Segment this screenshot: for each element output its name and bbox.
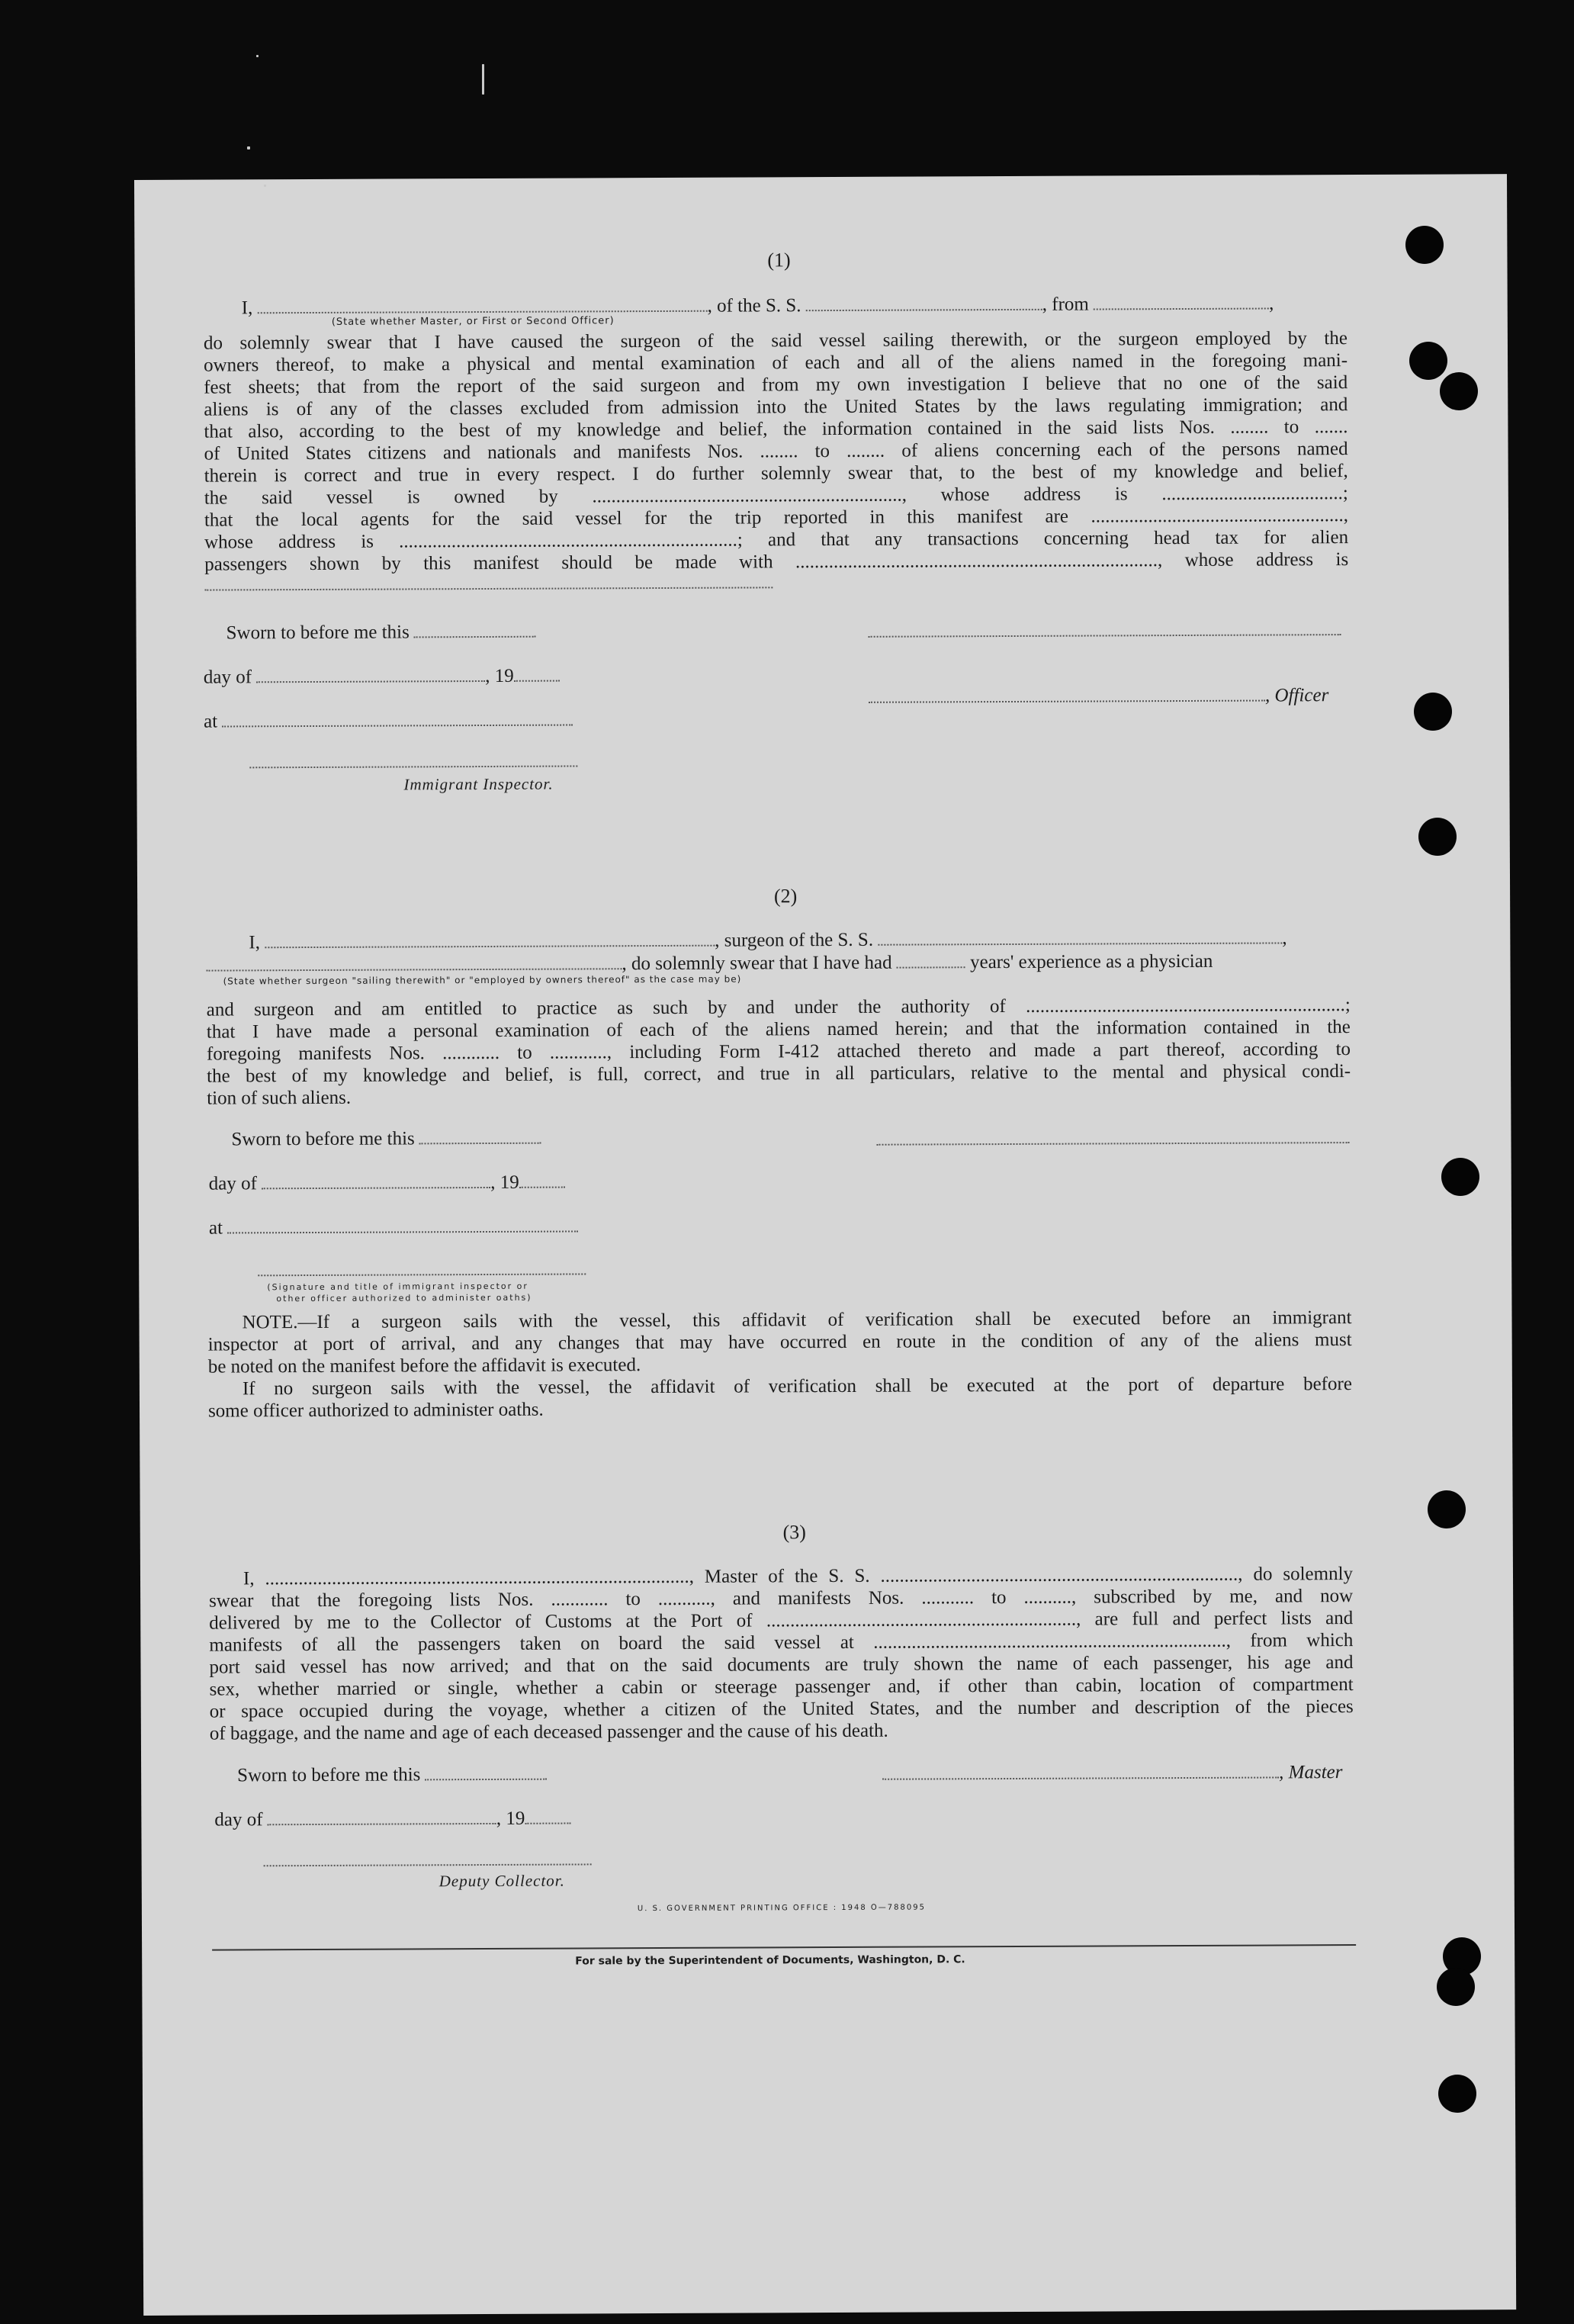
sec2-at-label: at [208, 1217, 223, 1239]
sec1-line1-end: , [1269, 293, 1274, 314]
sec3-body-line: manifests of all the passengers taken on board the said vessel at .........................................................................., from which [209, 1630, 1354, 1656]
sec3-collector-label: Deputy Collector. [438, 1871, 565, 1891]
printing-office-imprint: U. S. GOVERNMENT PRINTING OFFICE : 1948 O—788095 [637, 1903, 926, 1914]
sec2-sig-caption-2: other officer authorized to administer oaths) [276, 1292, 532, 1304]
sec3-year-field[interactable] [525, 1809, 570, 1824]
sec1-at [204, 709, 573, 732]
sec2-body-line: foregoing manifests Nos. ............ to ............, including Form I-412 attached thereto and made a part thereof, according to [206, 1039, 1351, 1065]
sec1-month-field[interactable] [256, 667, 485, 683]
punch-hole [1405, 226, 1444, 264]
sec2-line1-end: , [1282, 927, 1287, 949]
sec1-day-label: day of [203, 667, 252, 688]
sec1-body-line: do solemnly swear that I have caused the surgeon of the said vessel sailing therewith, or the surgeon employed by the [203, 328, 1348, 354]
sec2-month-field[interactable] [262, 1173, 490, 1189]
sec2-vessel-field[interactable] [878, 928, 1282, 945]
dust-speck [247, 146, 250, 149]
sec1-at-field[interactable] [222, 710, 573, 727]
sec1-body-line: owners thereof, to make a physical and mental examination of each and all of the aliens named in the foregoing mani- [204, 350, 1348, 376]
sec3-master-field[interactable] [882, 1763, 1279, 1779]
punch-hole [1437, 1968, 1475, 2006]
sec2-day-label: day of [208, 1173, 257, 1194]
dust-speck [256, 55, 259, 57]
punch-hole [1414, 693, 1452, 731]
sec1-sworn [226, 621, 537, 644]
sec2-sworn [231, 1127, 541, 1151]
form-page [134, 174, 1516, 2316]
sec3-body-line: port said vessel has now arrived; and that on the said documents are truly shown the name of each passenger, his age and [209, 1652, 1354, 1678]
sec1-day [204, 665, 560, 689]
sec3-master [882, 1761, 1342, 1786]
sec1-i: I, [241, 297, 253, 319]
punch-hole [1418, 818, 1457, 856]
sec1-body-line: whose address is .......................................................................; and that any transactions concerning head tax for alien [204, 527, 1349, 553]
surgeon-name-field[interactable] [265, 931, 715, 949]
sec2-sig-caption-1: (Signature and title of immigrant inspector or [267, 1281, 528, 1293]
sec2-year-field[interactable] [519, 1173, 565, 1188]
sec1-body-line: passengers shown by this manifest should be made with ............................................................................, whose address is [204, 549, 1349, 575]
sec1-body-line: therein is correct and true in every respect. I do further solemnly swear that, to the best of my knowledge and belief, [204, 461, 1348, 487]
section-3-number: (3) [782, 1521, 806, 1544]
sec3-body-line: swear that the foregoing lists Nos. ............ to ..........., and manifests Nos. ........... to .........., subscribed by me, and now [209, 1586, 1354, 1612]
punch-hole [1428, 1490, 1466, 1528]
note-line: inspector at port of arrival, and any changes that may have occurred en route in the condition of any of the aliens must [207, 1329, 1352, 1355]
sec2-i: I, [249, 932, 261, 953]
sec2-body [207, 994, 1351, 1110]
sec2-inspector-line[interactable] [258, 1273, 586, 1276]
dust-speck [482, 64, 484, 95]
sec1-body-line: aliens is of any of the classes excluded from admission into the United States by the laws regulating immigration; and [204, 394, 1348, 420]
departure-port-field[interactable] [1094, 294, 1269, 310]
note-line: NOTE.—If a surgeon sails with the vessel, this affidavit of verification shall be executed before an immigrant [242, 1307, 1352, 1333]
sec3-day [214, 1808, 570, 1831]
sec2-body-line: that I have made a personal examination of each of the aliens named herein; and that the information contained in the [206, 1017, 1351, 1043]
section-1-number: (1) [767, 249, 791, 272]
section-2-number: (2) [773, 885, 798, 908]
sec1-body-line: that the local agents for the said vessel for the trip reported in this manifest are ....................................................., [204, 505, 1348, 531]
sec2-note [207, 1307, 1352, 1422]
sec2-sworn-day-field[interactable] [419, 1129, 541, 1145]
sec1-inspector-label: Immigrant Inspector. [403, 774, 554, 794]
sec1-body [204, 327, 1348, 591]
sec1-officer-label: , Officer [1264, 685, 1329, 706]
sec1-sworn-day-field[interactable] [414, 622, 536, 638]
sec1-officer-field[interactable] [869, 686, 1265, 703]
sec1-body-line: that also, according to the best of my knowledge and belief, the information contained in the said lists Nos. ........ to ....... [204, 416, 1348, 442]
sec3-body [209, 1563, 1354, 1745]
sec1-year-field[interactable] [514, 667, 560, 682]
sec2-body-line: the best of my knowledge and belief, is full, correct, and true in all particulars, relative to the mental and physical condi- [207, 1061, 1351, 1087]
sec3-day-label: day of [214, 1809, 263, 1831]
surgeon-status-field[interactable] [206, 954, 622, 971]
sec2-signature-line[interactable] [877, 1142, 1350, 1146]
sec1-body-line: of United States citizens and nationals and manifests Nos. ........ to ........ of aliens concerning each of the persons named [204, 439, 1348, 464]
sec2-at [209, 1215, 578, 1239]
sec2-surgeon-ss: , surgeon of the S. S. [715, 929, 874, 951]
sec3-year-label: , 19 [496, 1808, 525, 1829]
sec1-of-ss: , of the S. S. [707, 295, 801, 317]
sec1-sworn-label: Sworn to before me this [226, 622, 410, 644]
sec2-day [209, 1172, 565, 1195]
sec1-signature-line[interactable] [869, 634, 1341, 638]
sec3-body-line: or space occupied during the voyage, whether a citizen of the United States, and the number and description of the pieces [209, 1696, 1354, 1722]
officer-rank-field[interactable] [258, 297, 708, 314]
sec1-body-line: the said vessel is owned by ................................................................., whose address is ......................................; [204, 483, 1348, 509]
sec3-body-line: of baggage, and the name and age of each deceased passenger and the cause of his death. [209, 1720, 888, 1744]
sec3-month-field[interactable] [268, 1809, 496, 1825]
sec1-body-line: fest sheets; that from the report of the said surgeon and from my own investigation I believe that no one of the said [204, 372, 1348, 398]
sec1-inspector-line[interactable] [249, 765, 577, 768]
note-line: some officer authorized to administer oaths. [207, 1399, 544, 1422]
agent-address-field[interactable] [204, 587, 773, 590]
sec3-body-line: I, ........................................................................................., Master of the S. S. ..........................................................................., do solemnly [243, 1564, 1354, 1590]
dust-speck [264, 185, 266, 187]
years-experience-field[interactable] [897, 953, 965, 968]
sec2-at-field[interactable] [227, 1217, 578, 1233]
sec2-status-caption: (State whether surgeon "sailing therewith" or "employed by owners thereof" as the case may be) [223, 973, 742, 987]
sec3-body-line: delivered by me to the Collector of Customs at the Port of ................................................................., are full and perfect lists and [209, 1608, 1354, 1634]
sec1-officer [869, 684, 1328, 709]
sec1-year-label: , 19 [485, 665, 514, 686]
sec3-collector-line[interactable] [264, 1863, 592, 1866]
sale-notice: For sale by the Superintendent of Documents, Washington, D. C. [575, 1953, 965, 1968]
footer-rule [212, 1944, 1356, 1951]
sec2-body-line: and surgeon and am entitled to practice as such by and under the authority of ...................................................................; [206, 995, 1351, 1021]
sec3-master-label: , Master [1279, 1762, 1343, 1783]
punch-hole [1438, 2075, 1476, 2113]
punch-hole [1441, 1158, 1479, 1196]
sec2-line2 [206, 950, 1213, 977]
sec1-at-label: at [204, 711, 218, 732]
punch-hole [1440, 372, 1478, 410]
sec2-line1 [249, 927, 1287, 953]
vessel-name-field[interactable] [806, 295, 1042, 311]
sec2-body-line: tion of such aliens. [207, 1087, 352, 1109]
sec3-sworn [237, 1763, 548, 1787]
note-line: be noted on the manifest before the affidavit is executed. [207, 1355, 641, 1377]
sec3-sworn-day-field[interactable] [426, 1765, 548, 1781]
sec1-from: , from [1042, 294, 1089, 315]
sec2-swear: , do solemnly swear that I have had [622, 952, 892, 975]
sec2-year-label: , 19 [490, 1172, 519, 1193]
sec1-rank-caption: (State whether Master, or First or Second Officer) [331, 315, 615, 328]
sec1-line1 [242, 292, 1274, 319]
sec2-sworn-label: Sworn to before me this [231, 1128, 415, 1150]
sec2-years: years' experience as a physician [970, 950, 1213, 973]
punch-hole [1409, 342, 1447, 380]
sec3-sworn-label: Sworn to before me this [237, 1764, 421, 1786]
sec3-body-line: sex, whether married or single, whether a cabin or steerage passenger and, if other than cabin, location of compartment [209, 1674, 1354, 1700]
note-line: If no surgeon sails with the vessel, the affidavit of verification shall be executed at the port of departure before [242, 1374, 1352, 1400]
